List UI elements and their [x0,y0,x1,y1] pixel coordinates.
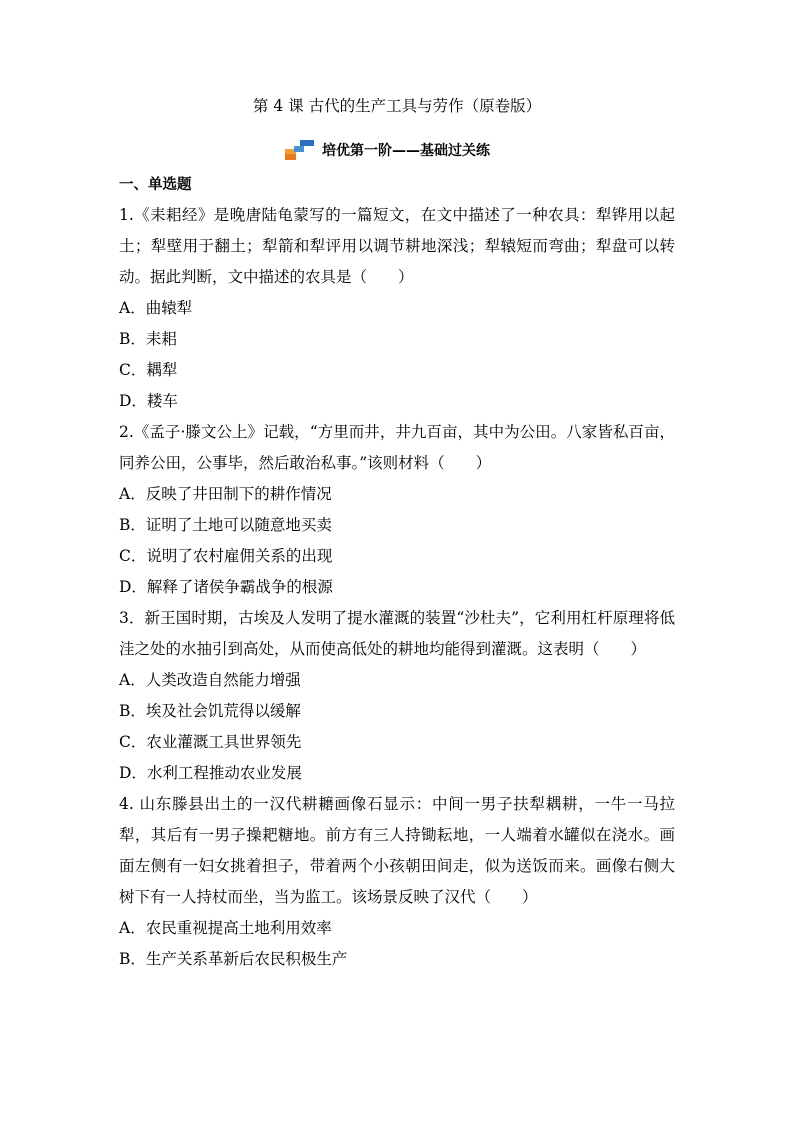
option-d: D．解释了诸侯争霸战争的根源 [119,578,333,596]
question-3 [119,603,675,789]
question-2 [119,417,675,603]
option-a: A．人类改造自然能力增强 [119,671,301,689]
option-d: D．耧车 [119,392,178,410]
question-stem: 3．新王国时期，古埃及人发明了提水灌溉的装置“沙杜夫”，它利用杠杆原理将低洼之处的水抽引到高处，从而使高低处的耕地均能得到灌溉。这表明（ ） [119,609,675,658]
questions-list [119,200,675,975]
option-a: A．反映了井田制下的耕作情况 [119,485,332,503]
option-a: A．农民重视提高土地利用效率 [119,919,332,937]
question-1 [119,200,675,417]
option-d: D．水利工程推动农业发展 [119,764,302,782]
option-b: B．生产关系革新后农民积极生产 [119,950,348,968]
document-title: 第 4 课 古代的生产工具与劳作（原卷版） [252,97,542,115]
stairs-icon [282,139,316,161]
option-b: B．证明了土地可以随意地买卖 [119,516,332,534]
question-stem: 2.《孟子·滕文公上》记载，“方里而井，井九百亩，其中为公田。八家皆私百亩，同养公田，公事毕，然后敢治私事。”该则材料（ ） [119,423,675,472]
question-4 [119,789,675,975]
question-stem: 1.《耒耜经》是晚唐陆龟蒙写的一篇短文，在文中描述了一种农具：犁铧用以起土；犁壁用于翻土；犁箭和犁评用以调节耕地深浅；犁辕短而弯曲；犁盘可以转动。据此判断，文中描述的农具是（ ） [119,206,675,286]
subtitle-block [282,138,490,162]
option-b: B．耒耜 [119,330,177,348]
subtitle: 培优第一阶——基础过关练 [322,143,490,159]
option-c: C．耦犁 [119,361,178,379]
option-c: C．农业灌溉工具世界领先 [119,733,302,751]
question-stem: 4. 山东滕县出土的一汉代耕耱画像石显示：中间一男子扶犁耦耕，一牛一马拉犁，其后有一男子操耙糖地。前方有三人持锄耘地，一人端着水罐似在浇水。画面左侧有一妇女挑着担子，带着两个小孩朝田间走，似为送饭而来。画像右侧大树下有一人持杖而坐，当为监工。该场景反映了汉代（ ） [119,795,675,906]
section-heading: 一、单选题 [119,177,192,193]
option-c: C．说明了农村雇佣关系的出现 [119,547,333,565]
option-a: A．曲辕犁 [119,299,193,317]
option-b: B．埃及社会饥荒得以缓解 [119,702,301,720]
